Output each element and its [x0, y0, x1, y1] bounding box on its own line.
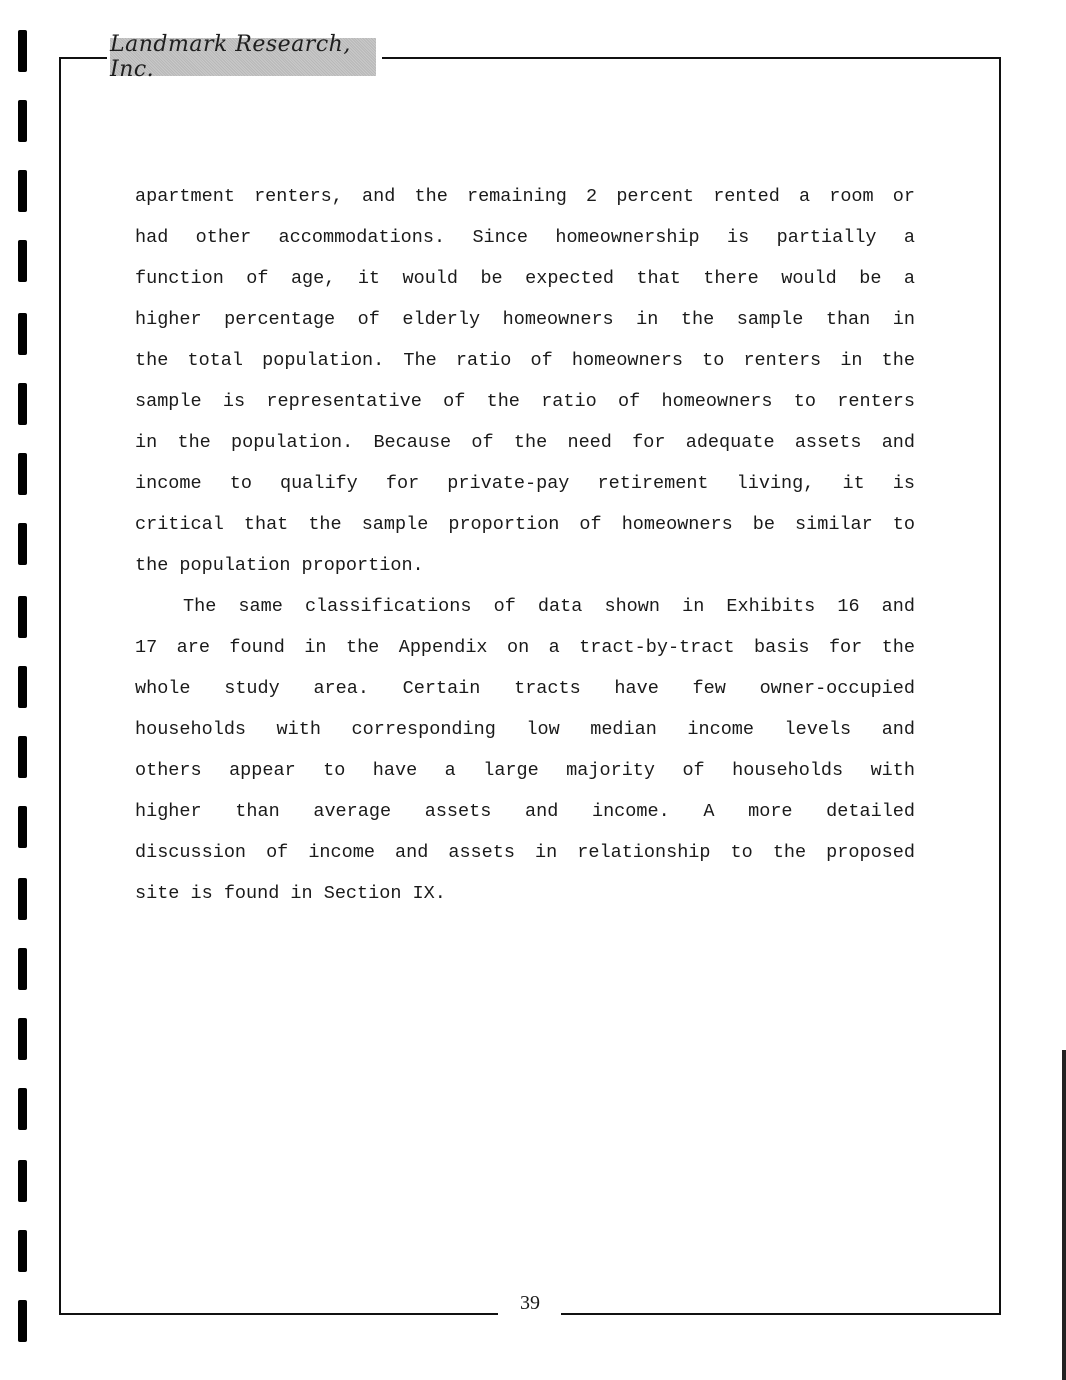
binder-hole [18, 313, 27, 355]
binder-hole [18, 523, 27, 565]
text-line: higher percentage of elderly homeowners in the sample than in [135, 309, 915, 330]
binder-punch-holes [18, 0, 30, 1380]
text-line: higher than average assets and income. A more detailed [135, 801, 915, 822]
binder-hole [18, 1088, 27, 1130]
binder-hole [18, 170, 27, 212]
text-line: critical that the sample proportion of homeowners be similar to [135, 514, 915, 535]
binder-hole [18, 806, 27, 848]
text-line: site is found in Section IX. [135, 883, 446, 904]
page-number: 39 [520, 1292, 540, 1314]
frame-bottom-right-rule [561, 1313, 1001, 1315]
body-text [135, 176, 915, 914]
frame-top-left-rule [59, 57, 107, 59]
text-line: others appear to have a large majority of households with [135, 760, 915, 781]
binder-hole [18, 30, 27, 72]
text-line: the population proportion. [135, 555, 424, 576]
text-line: The same classifications of data shown in Exhibits 16 and [183, 596, 915, 617]
text-line: whole study area. Certain tracts have few owner-occupied [135, 678, 915, 699]
company-logo-text: Landmark Research, Inc. [110, 32, 351, 82]
scan-edge-shadow [1062, 1050, 1066, 1380]
paragraph-2 [135, 586, 915, 914]
company-logo [110, 32, 376, 82]
binder-hole [18, 596, 27, 638]
binder-hole [18, 1230, 27, 1272]
binder-hole [18, 1300, 27, 1342]
binder-hole [18, 100, 27, 142]
text-line: had other accommodations. Since homeownership is partially a [135, 227, 915, 248]
text-line: in the population. Because of the need for adequate assets and [135, 432, 915, 453]
binder-hole [18, 240, 27, 282]
binder-hole [18, 948, 27, 990]
frame-left-rule [59, 57, 61, 1315]
text-line: income to qualify for private-pay retirement living, it is [135, 473, 915, 494]
binder-hole [18, 383, 27, 425]
text-line: function of age, it would be expected that there would be a [135, 268, 915, 289]
binder-hole [18, 736, 27, 778]
text-line: discussion of income and assets in relationship to the proposed [135, 842, 915, 863]
text-line: the total population. The ratio of homeowners to renters in the [135, 350, 915, 371]
paragraph-1 [135, 176, 915, 586]
text-line: apartment renters, and the remaining 2 percent rented a room or [135, 186, 915, 207]
binder-hole [18, 1018, 27, 1060]
binder-hole [18, 878, 27, 920]
frame-top-right-rule [382, 57, 1001, 59]
frame-right-rule [999, 57, 1001, 1315]
text-line: households with corresponding low median income levels and [135, 719, 915, 740]
binder-hole [18, 666, 27, 708]
text-line: sample is representative of the ratio of homeowners to renters [135, 391, 915, 412]
binder-hole [18, 453, 27, 495]
text-line: 17 are found in the Appendix on a tract-by-tract basis for the [135, 637, 915, 658]
binder-hole [18, 1160, 27, 1202]
frame-bottom-left-rule [59, 1313, 498, 1315]
